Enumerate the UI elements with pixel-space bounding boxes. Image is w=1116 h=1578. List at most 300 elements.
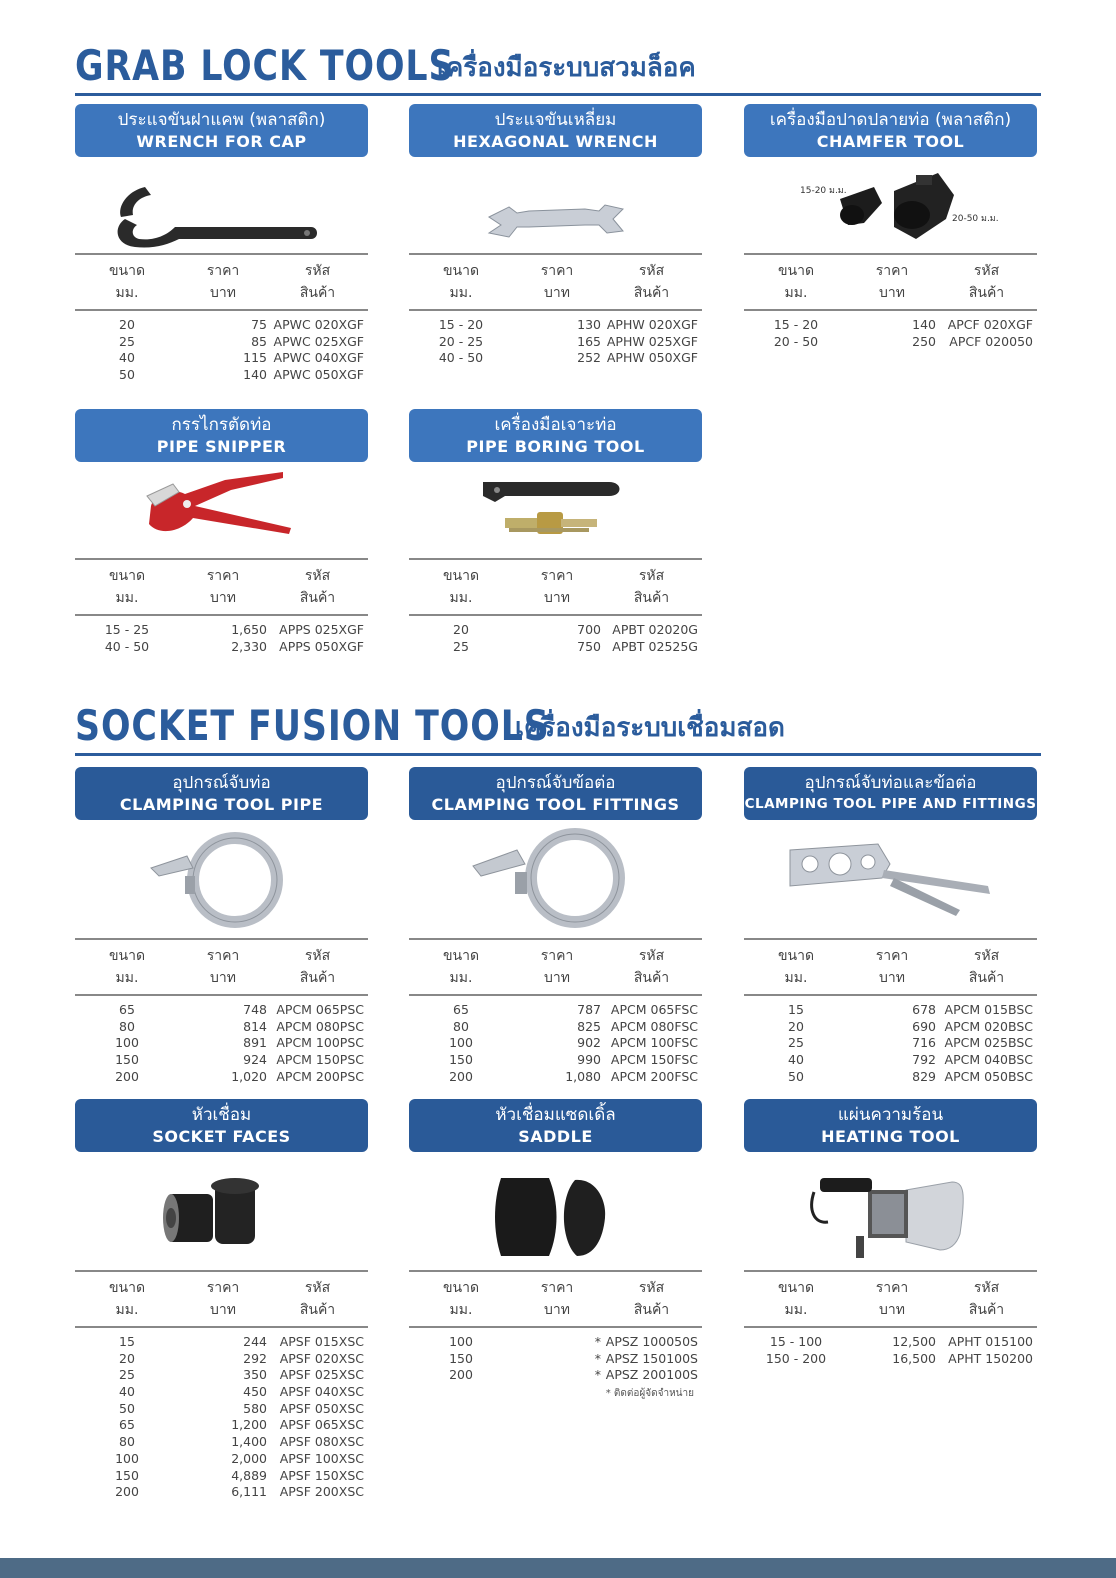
card-title-en: PIPE SNIPPER: [156, 436, 287, 456]
table-header: [744, 938, 1037, 996]
column-header-text: ราคา: [875, 1280, 909, 1296]
size-cell: 150: [449, 1052, 473, 1068]
code-cell: APPS 025XGF: [279, 622, 364, 637]
size-cell: 20: [788, 1018, 804, 1034]
price-cell: 1,400: [231, 1434, 267, 1450]
code-cell: APCM 080PSC: [276, 1018, 364, 1034]
table-row: [744, 1035, 1037, 1052]
size-cell: 150 - 200: [765, 1350, 827, 1366]
column-header-text: ขนาด: [108, 1280, 146, 1296]
column-header-text: ราคา: [206, 1280, 240, 1296]
table-row: [75, 317, 368, 334]
column-header-text: สินค้า: [968, 970, 1005, 986]
price-cell: 716: [912, 1035, 936, 1051]
card-title-en: CLAMPING TOOL PIPE: [119, 794, 324, 814]
column-header-text: สินค้า: [633, 285, 670, 301]
card-title-th: อุปกรณ์จับข้อต่อ: [495, 772, 616, 793]
price-cell: 825: [577, 1018, 601, 1034]
code-cell: APSF 065XSC: [279, 1417, 364, 1433]
column-header-text: สินค้า: [633, 1302, 670, 1318]
card-header: [409, 104, 702, 157]
column-header-text: รหัส: [973, 1280, 1000, 1296]
table-header: [75, 938, 368, 996]
hexagonal-wrench-image: [409, 157, 702, 253]
section-title-th: เครื่องมือระบบเชื่อมสอด: [515, 713, 785, 743]
code-cell: APSF 020XSC: [279, 1350, 364, 1366]
size-cell: 200: [449, 1068, 473, 1084]
price-cell: 165: [577, 333, 601, 349]
price-cell: 891: [243, 1035, 267, 1051]
card-header: [409, 409, 702, 462]
price-cell: 902: [577, 1035, 601, 1051]
card-header: [744, 104, 1037, 157]
code-cell: APWC 025XGF: [273, 333, 364, 349]
table-body: [744, 311, 1037, 350]
size-cell: 50: [119, 1400, 135, 1416]
price-cell: 6,111: [231, 1484, 267, 1500]
product-card-socket-faces: [75, 1099, 368, 1501]
table-row: [75, 1052, 368, 1069]
column-header-text: ขนาด: [777, 263, 815, 279]
wrench-for-cap-image: [75, 157, 368, 253]
column-header-text: ขนาด: [442, 263, 480, 279]
table-row: [75, 639, 368, 656]
price-cell: 140: [243, 367, 267, 383]
price-cell: 244: [243, 1334, 267, 1349]
card-title-th: อุปกรณ์จับท่อ: [172, 772, 271, 793]
column-header-text: ราคา: [540, 568, 574, 584]
price-cell: *: [594, 1350, 601, 1366]
column-header-text: รหัส: [638, 948, 665, 964]
section-title-grab-lock: [75, 42, 1041, 90]
column-header-text: รหัส: [304, 948, 331, 964]
code-cell: APBT 02020G: [612, 622, 698, 637]
size-cell: 100: [449, 1035, 473, 1051]
table-row: [409, 622, 702, 639]
column-header-text: สินค้า: [968, 1302, 1005, 1318]
column-header-text: ราคา: [206, 948, 240, 964]
column-header-text: บาท: [879, 1302, 905, 1318]
card-header: [75, 104, 368, 157]
size-cell: 100: [115, 1450, 139, 1466]
column-header-text: มม.: [449, 590, 473, 606]
table-row: [75, 367, 368, 384]
product-card-clamping-tool-pipe: [75, 767, 368, 1085]
price-cell: 829: [912, 1068, 936, 1084]
table-row: [409, 639, 702, 656]
column-header-text: ราคา: [540, 948, 574, 964]
table-body: [75, 311, 368, 384]
code-cell: APCM 150FSC: [610, 1052, 698, 1068]
table-row: [744, 1002, 1037, 1019]
table-body: [744, 996, 1037, 1085]
code-cell: APHW 050XGF: [606, 350, 698, 366]
code-cell: APSZ 100050S: [605, 1334, 698, 1349]
section-rule: [75, 753, 1041, 756]
table-row: [744, 1351, 1037, 1368]
column-header-text: บาท: [210, 590, 236, 606]
size-cell: 25: [119, 1367, 135, 1383]
table-row: [409, 334, 702, 351]
column-header-text: มม.: [115, 1302, 139, 1318]
table-body: [75, 1328, 368, 1501]
card-title-th: ประแจขันฝาแคพ (พลาสติก): [117, 109, 326, 130]
price-cell: 450: [243, 1384, 267, 1400]
price-cell: 115: [243, 350, 267, 366]
card-title-th: เครื่องมือเจาะท่อ: [494, 414, 617, 435]
card-title-en: PIPE BORING TOOL: [466, 436, 645, 456]
table-header: [744, 253, 1037, 311]
price-cell: 690: [912, 1018, 936, 1034]
card-title-en: CLAMPING TOOL PIPE AND FITTINGS: [744, 795, 1037, 812]
code-cell: APCM 100FSC: [610, 1035, 698, 1051]
table-body: [744, 1328, 1037, 1367]
size-cell: 40: [119, 1384, 135, 1400]
code-cell: APSZ 200100S: [605, 1367, 698, 1383]
table-row: [75, 1434, 368, 1451]
column-header-text: ขนาด: [442, 1280, 480, 1296]
table-body: [75, 616, 368, 655]
code-cell: APSZ 150100S: [605, 1350, 698, 1366]
column-header-text: รหัส: [638, 568, 665, 584]
section-rule: [75, 93, 1041, 96]
size-cell: 20: [119, 1350, 135, 1366]
table-row: [75, 1069, 368, 1086]
column-header-text: มม.: [784, 1302, 808, 1318]
card-header: [75, 409, 368, 462]
size-cell: 50: [788, 1068, 804, 1084]
column-header-text: สินค้า: [633, 590, 670, 606]
column-header-text: ราคา: [875, 948, 909, 964]
code-cell: APCM 200PSC: [276, 1068, 364, 1084]
table-header: [409, 938, 702, 996]
code-cell: APWC 040XGF: [273, 350, 364, 366]
column-header-text: มม.: [449, 970, 473, 986]
code-cell: APCF 020XGF: [947, 317, 1033, 332]
table-body: [75, 996, 368, 1085]
table-row: [75, 1367, 368, 1384]
code-cell: APHW 020XGF: [606, 317, 698, 332]
table-row: [744, 1069, 1037, 1086]
column-header-text: รหัส: [973, 263, 1000, 279]
table-row: [409, 1019, 702, 1036]
table-row: [744, 1019, 1037, 1036]
card-header: [409, 1099, 702, 1152]
code-cell: APSF 015XSC: [279, 1334, 364, 1349]
price-cell: 792: [912, 1052, 936, 1068]
column-header-text: รหัส: [638, 263, 665, 279]
code-cell: APHT 150200: [948, 1350, 1033, 1366]
code-cell: APHT 015100: [948, 1334, 1033, 1349]
table-row: [75, 1417, 368, 1434]
size-cell: 80: [119, 1018, 135, 1034]
size-cell: 15 - 25: [104, 622, 150, 637]
column-header-text: ราคา: [540, 263, 574, 279]
table-row: [409, 317, 702, 334]
card-title-th: ประแจขันเหลี่ยม: [494, 109, 617, 130]
size-cell: 40: [788, 1052, 804, 1068]
table-row: [75, 622, 368, 639]
column-header-text: สินค้า: [299, 285, 336, 301]
table-header: [75, 253, 368, 311]
table-body: [409, 996, 702, 1085]
table-header: [75, 1270, 368, 1328]
table-row: [409, 1035, 702, 1052]
column-header-text: ขนาด: [777, 948, 815, 964]
table-row: [409, 1002, 702, 1019]
card-title-th: แผ่นความร้อน: [837, 1104, 944, 1125]
price-cell: 814: [243, 1018, 267, 1034]
size-cell: 150: [115, 1052, 139, 1068]
card-title-en: WRENCH FOR CAP: [136, 131, 307, 151]
table-header: [75, 558, 368, 616]
column-header-text: มม.: [449, 1302, 473, 1318]
size-cell: 150: [115, 1467, 139, 1483]
price-cell: 924: [243, 1052, 267, 1068]
column-header-text: บาท: [210, 970, 236, 986]
code-cell: APHW 025XGF: [606, 333, 698, 349]
section-title-th: เครื่องมือระบบสวมล็อค: [437, 53, 696, 83]
column-header-text: รหัส: [638, 1280, 665, 1296]
size-cell: 50: [119, 367, 135, 383]
code-cell: APCF 020050: [949, 333, 1033, 349]
card-header: [744, 767, 1037, 820]
product-card-wrench-for-cap: [75, 104, 368, 384]
column-header-text: บาท: [879, 970, 905, 986]
table-row: [75, 1351, 368, 1368]
size-cell: 25: [119, 333, 135, 349]
price-cell: 750: [577, 638, 601, 654]
column-header-text: สินค้า: [299, 590, 336, 606]
code-cell: APSF 040XSC: [279, 1384, 364, 1400]
code-cell: APCM 080FSC: [610, 1018, 698, 1034]
size-cell: 40 - 50: [438, 350, 484, 366]
price-cell: 990: [577, 1052, 601, 1068]
table-header: [409, 253, 702, 311]
card-title-en: SOCKET FACES: [152, 1126, 291, 1146]
column-header-text: บาท: [879, 285, 905, 301]
price-cell: 4,889: [231, 1467, 267, 1483]
price-cell: 12,500: [892, 1334, 936, 1349]
chamfer-label-small: 15-20 ม.ม.: [800, 186, 847, 196]
table-row: [744, 317, 1037, 334]
price-cell: 748: [243, 1002, 267, 1017]
pipe-boring-tool-image: [409, 462, 702, 558]
table-row: [75, 1451, 368, 1468]
card-title-th: อุปกรณ์จับท่อและข้อต่อ: [804, 772, 977, 793]
size-cell: 200: [115, 1068, 139, 1084]
code-cell: APSF 050XSC: [279, 1400, 364, 1416]
table-row: [409, 1334, 702, 1351]
table-row: [409, 1351, 702, 1368]
price-cell: 350: [243, 1367, 267, 1383]
product-card-heating-tool: [744, 1099, 1037, 1367]
price-cell: 580: [243, 1400, 267, 1416]
price-cell: 85: [251, 333, 267, 349]
size-cell: 25: [453, 638, 469, 654]
column-header-text: บาท: [544, 970, 570, 986]
price-cell: 787: [577, 1002, 601, 1017]
code-cell: APWC 050XGF: [273, 367, 364, 383]
column-header-text: ขนาด: [108, 568, 146, 584]
card-title-en: CHAMFER TOOL: [816, 131, 965, 151]
column-header-text: รหัส: [304, 568, 331, 584]
column-header-text: สินค้า: [633, 970, 670, 986]
code-cell: APCM 040BSC: [944, 1052, 1033, 1068]
price-cell: *: [594, 1334, 601, 1349]
size-cell: 65: [119, 1417, 135, 1433]
price-cell: 1,080: [565, 1068, 601, 1084]
price-cell: 700: [577, 622, 601, 637]
table-body: [409, 1328, 702, 1384]
column-header-text: มม.: [784, 970, 808, 986]
code-cell: APCM 020BSC: [944, 1018, 1033, 1034]
column-header-text: ขนาด: [108, 948, 146, 964]
table-row: [409, 1069, 702, 1086]
code-cell: APCM 065PSC: [276, 1002, 364, 1017]
table-row: [409, 1052, 702, 1069]
card-title-en: CLAMPING TOOL FITTINGS: [431, 794, 680, 814]
size-cell: 100: [449, 1334, 473, 1349]
code-cell: APCM 065FSC: [610, 1002, 698, 1017]
column-header-text: รหัส: [973, 948, 1000, 964]
card-title-th: เครื่องมือปาดปลายท่อ (พลาสติก): [769, 109, 1012, 130]
size-cell: 100: [115, 1035, 139, 1051]
code-cell: APSF 150XSC: [279, 1467, 364, 1483]
size-cell: 20: [119, 317, 135, 332]
product-card-clamping-tool-fittings: [409, 767, 702, 1085]
column-header-text: มม.: [784, 285, 808, 301]
code-cell: APCM 150PSC: [276, 1052, 364, 1068]
section-title-en: SOCKET FUSION TOOLS: [75, 701, 550, 750]
product-card-hexagonal-wrench: [409, 104, 702, 367]
pipe-snipper-image: [75, 462, 368, 558]
column-header-text: มม.: [449, 285, 473, 301]
socket-faces-image: [75, 1152, 368, 1270]
price-cell: *: [594, 1367, 601, 1383]
column-header-text: บาท: [544, 590, 570, 606]
column-header-text: บาท: [210, 1302, 236, 1318]
card-title-th: หัวเชื่อม: [191, 1104, 252, 1125]
product-card-pipe-snipper: [75, 409, 368, 655]
product-card-saddle: [409, 1099, 702, 1401]
size-cell: 15: [119, 1334, 135, 1349]
clamping-tool-pipe-image: [75, 820, 368, 938]
size-cell: 20 - 25: [438, 333, 484, 349]
column-header-text: รหัส: [304, 1280, 331, 1296]
column-header-text: สินค้า: [968, 285, 1005, 301]
table-row: [75, 350, 368, 367]
column-header-text: มม.: [115, 285, 139, 301]
table-row: [75, 1384, 368, 1401]
product-card-pipe-boring-tool: [409, 409, 702, 655]
saddle-image: [409, 1152, 702, 1270]
table-row: [75, 1334, 368, 1351]
card-header: [75, 1099, 368, 1152]
column-header-text: ราคา: [875, 263, 909, 279]
column-header-text: สินค้า: [299, 1302, 336, 1318]
section-title-socket-fusion: [75, 702, 1041, 750]
product-card-chamfer-tool: [744, 104, 1037, 350]
column-header-text: มม.: [115, 590, 139, 606]
table-body: [409, 616, 702, 655]
price-cell: 678: [912, 1002, 936, 1017]
code-cell: APBT 02525G: [612, 638, 698, 654]
size-cell: 40: [119, 350, 135, 366]
code-cell: APSF 080XSC: [279, 1434, 364, 1450]
size-cell: 200: [115, 1484, 139, 1500]
card-title-th: กรรไกรตัดท่อ: [171, 414, 272, 435]
table-row: [744, 1334, 1037, 1351]
column-header-text: บาท: [210, 285, 236, 301]
table-row: [409, 1367, 702, 1384]
section-title-en: GRAB LOCK TOOLS: [75, 41, 455, 90]
clamping-tool-pipe-and-fittings-image: [744, 820, 1037, 938]
code-cell: APCM 050BSC: [944, 1068, 1033, 1084]
column-header-text: ราคา: [206, 263, 240, 279]
code-cell: APCM 025BSC: [944, 1035, 1033, 1051]
size-cell: 20: [453, 622, 469, 637]
column-header-text: ราคา: [206, 568, 240, 584]
size-cell: 15: [788, 1002, 804, 1017]
table-row: [75, 1002, 368, 1019]
price-cell: 75: [251, 317, 267, 332]
price-cell: 2,330: [231, 638, 267, 654]
column-header-text: ขนาด: [442, 948, 480, 964]
card-header: [744, 1099, 1037, 1152]
column-header-text: บาท: [544, 1302, 570, 1318]
code-cell: APCM 100PSC: [276, 1035, 364, 1051]
table-body: [409, 311, 702, 367]
table-header: [744, 1270, 1037, 1328]
table-row: [75, 1484, 368, 1501]
heating-tool-image: [744, 1152, 1037, 1270]
card-header: [75, 767, 368, 820]
table-row: [744, 334, 1037, 351]
table-row: [744, 1052, 1037, 1069]
price-cell: 1,650: [231, 622, 267, 637]
size-cell: 25: [788, 1035, 804, 1051]
price-cell: 16,500: [892, 1350, 936, 1366]
price-cell: 2,000: [231, 1450, 267, 1466]
card-title-en: HEXAGONAL WRENCH: [453, 131, 658, 151]
price-cell: 140: [912, 317, 936, 332]
card-header: [409, 767, 702, 820]
contact-dealer-note: * ติดต่อผู้จัดจำหน่าย: [605, 1388, 694, 1400]
table-row: [75, 1468, 368, 1485]
code-cell: APWC 020XGF: [273, 317, 364, 332]
size-cell: 15 - 20: [438, 317, 484, 332]
card-title-th: หัวเชื่อมแซดเดิ้ล: [495, 1104, 616, 1125]
table-header: [409, 1270, 702, 1328]
table-row: [75, 1401, 368, 1418]
column-header-text: สินค้า: [299, 970, 336, 986]
code-cell: APCM 200FSC: [610, 1068, 698, 1084]
card-title-en: SADDLE: [518, 1126, 593, 1146]
price-cell: 292: [243, 1350, 267, 1366]
column-header-text: รหัส: [304, 263, 331, 279]
size-cell: 65: [119, 1002, 135, 1017]
column-header-text: ขนาด: [108, 263, 146, 279]
price-cell: 1,020: [231, 1068, 267, 1084]
column-header-text: ขนาด: [777, 1280, 815, 1296]
size-cell: 200: [449, 1367, 473, 1383]
table-row: [75, 1019, 368, 1036]
product-card-clamping-tool-pipe-and-fittings: [744, 767, 1037, 1085]
table-row: [75, 334, 368, 351]
footer-bar: [0, 1558, 1116, 1578]
size-cell: 80: [453, 1018, 469, 1034]
